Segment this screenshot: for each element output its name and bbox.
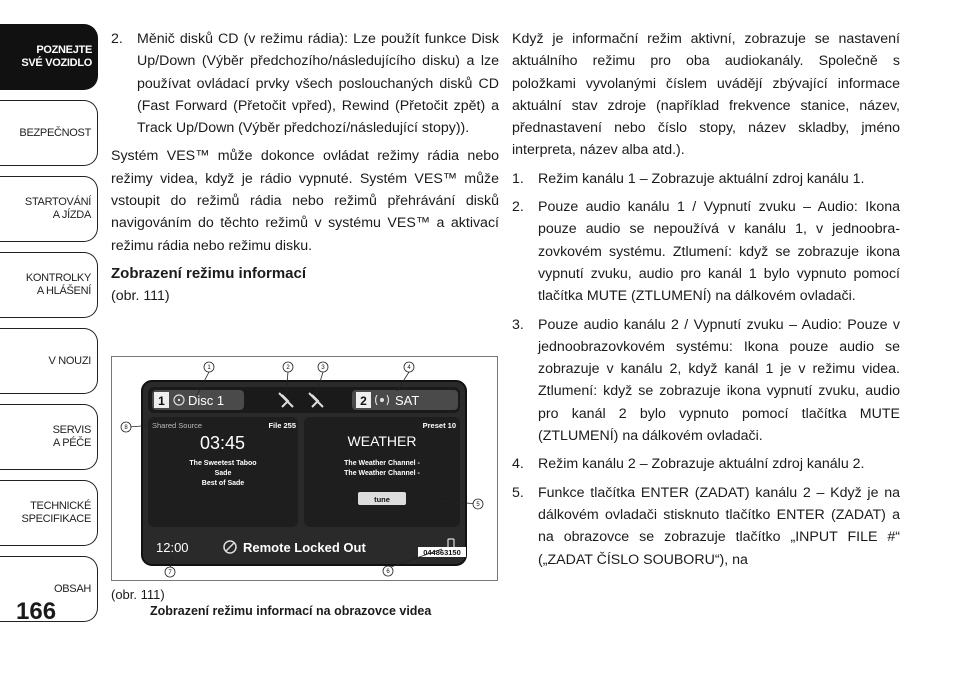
item-number: 3. — [512, 316, 524, 333]
callout-2-label: 2 — [286, 365, 290, 371]
list-item — [512, 314, 900, 448]
callout-4-label: 4 — [407, 365, 411, 371]
item-text: Režim kanálu 2 – Zobrazuje aktuální zdroj kanálu 2. — [538, 456, 865, 473]
section-heading: Zobrazení režimu informací — [111, 264, 307, 282]
tab-v-nouzi[interactable] — [0, 328, 98, 394]
tab-poznejte-sve-vozidlo[interactable] — [0, 24, 98, 90]
tab-kontrolky[interactable] — [0, 252, 98, 318]
tab-label: KONTROLKY A HLÁŠENÍ — [25, 272, 91, 297]
channel-name-2: The Weather Channel - — [344, 470, 420, 477]
track-time: 03:45 — [200, 433, 246, 453]
callout-5-label: 5 — [476, 502, 480, 508]
item-text: Funkce tlačítka ENTER (ZADAT) kanálu 2 – Když je na dálkovém ovladači stisknuto tlačítko ENTER (ZADAT) a na obrazovce se zobrazuje tlačítko „INPUT FILE #“ („ZADAT ČÍSLO SOUBORU“), na — [538, 484, 900, 568]
channel1-num: 1 — [158, 394, 165, 408]
figure-reference: (obr. 111) — [111, 288, 170, 305]
figure-caption-ref: (obr. 111) — [111, 587, 165, 602]
channel2-label: SAT — [395, 393, 420, 408]
item-text: Pouze audio kanálu 2 / Vypnutí zvuku – Audio: Pouze v jednoobrazovkovém systému: Ikona pouze audio se zobrazuje v kanálu 2, když kanál 1 je v režimu videa. Ztlumení: když se zobrazuje ikona vypnutí zvuku, audio pro kanál 2 bylo vypnuto pomocí tlačítka MUTE (ZTLUMENÍ) na dálkovém ovladači. — [538, 316, 900, 445]
callout-8-label: 8 — [124, 425, 128, 431]
body-paragraph: Když je informační režim aktivní, zobrazuje se nastavení aktuálního režimu pro oba audiokanály. Společně s položkami vyvolanými číslem uvádějí zbývající informace aktuální stav zdroje (například frekvence stanice, název, přednastavení nebo číslo stopy, název skladby, jméno interpreta, název alba atd.). — [512, 31, 900, 159]
tab-label: POZNEJTE SVÉ VOZIDLO — [21, 44, 92, 69]
left-column — [111, 28, 499, 308]
callout-3-label: 3 — [321, 365, 325, 371]
figure-caption: Zobrazení režimu informací na obrazovce videa — [150, 604, 432, 618]
track-artist: Sade — [214, 470, 232, 477]
figure-code: 044863150 — [423, 548, 461, 557]
item-number: 5. — [512, 484, 524, 501]
list-item — [512, 482, 900, 571]
channel-name-1: The Weather Channel - — [344, 460, 420, 467]
screen-illustration — [112, 357, 499, 582]
item-number: 4. — [512, 456, 524, 473]
list-item — [512, 196, 900, 307]
channel2-num: 2 — [360, 394, 367, 408]
list-item — [111, 28, 499, 139]
item-text: Měnič disků CD (v režimu rádia): Lze použít funkce Disk Up/Down (Výběr předchozího/následujícího disku) a lze používat ovládací prvky všech poslouchaných disků CD (Fast Forward (Přetočit vpřed), Rewind (Přetočit zpět) a Track Up/Down (Výběr předchozí/následující stopy)). — [137, 31, 499, 137]
figure-info-mode-screen — [111, 356, 498, 581]
list-item — [512, 168, 900, 190]
tab-startovani[interactable] — [0, 176, 98, 242]
tab-label: BEZPEČNOST — [19, 126, 91, 139]
tab-label: STARTOVÁNÍ A JÍZDA — [24, 196, 91, 221]
body-paragraph: Systém VES™ může dokonce ovládat režimy rádia nebo režimy videa, když je rádio vypnuté. Systém VES™ může vstoupit do režimů rádia nebo režimů přehrávání disků navigováním do těchto režimů v systému VES™ a aktivací režimu rádia nebo režimu disku. — [111, 148, 499, 254]
remote-locked-text: Remote Locked Out — [243, 540, 366, 555]
item-number: 2. — [512, 199, 524, 216]
right-column — [512, 28, 900, 571]
source-label: Shared Source — [152, 421, 203, 430]
tab-technicke-specifikace[interactable] — [0, 480, 98, 546]
tab-label: TECHNICKÉ SPECIFIKACE — [21, 500, 91, 525]
callout-7-label: 7 — [168, 570, 172, 576]
tab-label: V NOUZI — [48, 354, 91, 367]
item-text: Režim kanálu 1 – Zobrazuje aktuální zdroj kanálu 1. — [538, 170, 865, 187]
tab-label: SERVIS A PÉČE — [52, 424, 91, 449]
list-item — [512, 453, 900, 475]
track-album: Best of Sade — [201, 480, 245, 487]
tab-bezpecnost[interactable] — [0, 100, 98, 166]
tab-label: OBSAH — [53, 582, 91, 595]
item-number: 2. — [111, 31, 123, 47]
page-number: 166 — [16, 598, 57, 625]
tab-servis[interactable] — [0, 404, 98, 470]
callout-1-label: 1 — [207, 365, 211, 371]
item-text: Pouze audio kanálu 1 / Vypnutí zvuku – Audio: Ikona pouze audio se nepoužívá v kanálu 1, v jednoobrazovkovém systému. Ztlumení: když se zobrazuje ikona vypnutí zvuku, audio pro kanál 1 bylo vypnuto pomocí tlačítka MUTE (ZTLUMENÍ) na dálkovém ovladači. — [538, 199, 900, 305]
tune-label: tune — [374, 495, 390, 504]
track-title: The Sweetest Taboo — [189, 460, 257, 467]
callout-6-label: 6 — [386, 569, 390, 575]
item-number: 1. — [512, 170, 524, 187]
clock: 12:00 — [156, 540, 189, 555]
channel1-label: Disc 1 — [188, 393, 225, 408]
preset-label: Preset 10 — [422, 421, 456, 430]
weather-title: WEATHER — [347, 433, 417, 449]
file-label: File 255 — [268, 421, 296, 430]
